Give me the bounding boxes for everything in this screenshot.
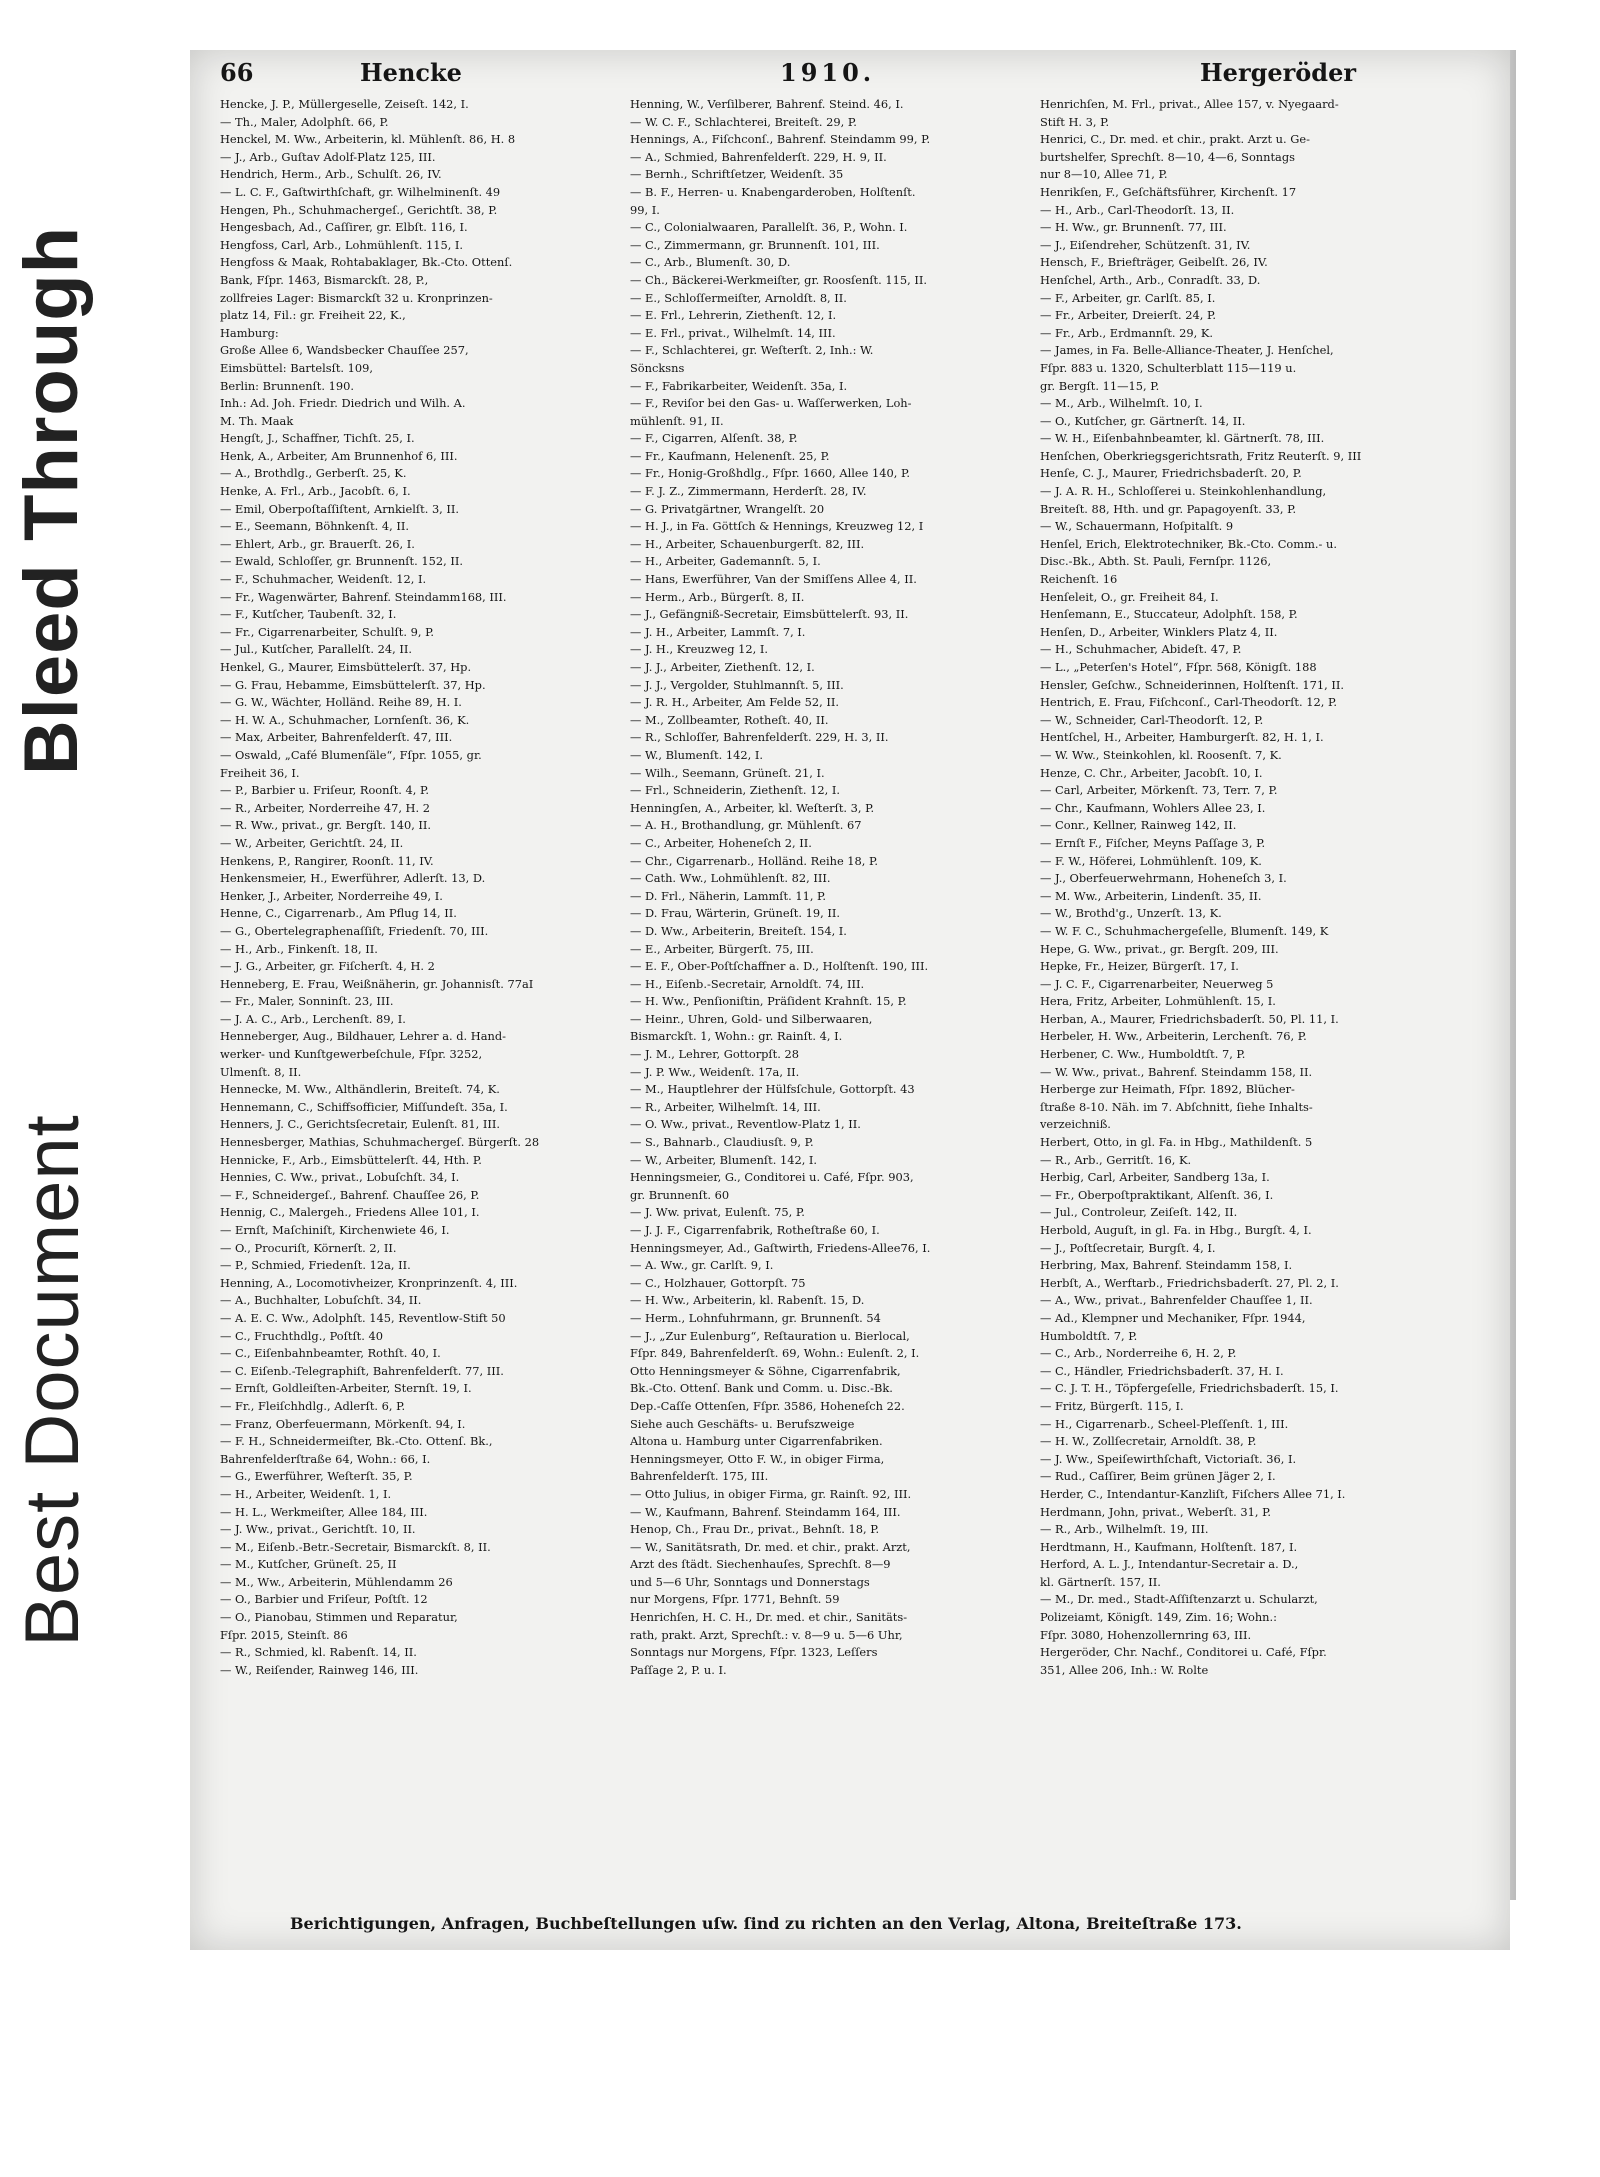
directory-entry-line: Henk, A., Arbeiter, Am Brunnenhof 6, III. [220, 448, 458, 463]
directory-entry-line: — J., Oberfeuerwehrmann, Hoheneſch 3, I. [1040, 871, 1287, 886]
directory-entry-line: Henſchel, Arth., Arb., Conradſt. 33, D. [1040, 272, 1261, 287]
directory-entry-line: Fſpr. 3080, Hohenzollernring 63, III. [1040, 1627, 1252, 1642]
directory-entry-line: — C., Arb., Norderreihe 6, H. 2, P. [1040, 1346, 1237, 1361]
directory-entry-line: — Wilh., Seemann, Grüneſt. 21, I. [630, 765, 825, 780]
directory-entry-line: — J. H., Arbeiter, Lammſt. 7, I. [630, 624, 806, 639]
directory-entry-line: — J. J., Vergolder, Stuhlmannſt. 5, III. [630, 677, 844, 692]
directory-entry-line: — G., Obertelegraphenaſſiſt, Friedenſt. 70, III. [220, 923, 489, 938]
directory-entry-line: Herbig, Carl, Arbeiter, Sandberg 13a, I. [1040, 1170, 1270, 1185]
directory-entry-line: — Ehlert, Arb., gr. Brauerſt. 26, I. [220, 536, 415, 551]
directory-entry-line: Breiteſt. 88, Hth. und gr. Papagoyenſt. 33, P. [1040, 501, 1297, 516]
directory-entry-line: — A. E. C. Ww., Adolphſt. 145, Reventlow-Stift 50 [220, 1310, 506, 1325]
directory-entry-line: Herbert, Otto, in gl. Fa. in Hbg., Mathildenſt. 5 [1040, 1135, 1313, 1150]
directory-entry-line: — W., Sanitätsrath, Dr. med. et chir., prakt. Arzt, [630, 1539, 911, 1554]
directory-entry-line: — W. Ww., Steinkohlen, kl. Roosenſt. 7, K. [1040, 747, 1282, 762]
directory-entry-line: — Ernſt, Goldleiſten-Arbeiter, Sternſt. 19, I. [220, 1381, 472, 1396]
directory-entry-line: Freiheit 36, I. [220, 765, 300, 780]
directory-entry-line: gr. Bergſt. 11—15, P. [1040, 378, 1160, 393]
header-right-keyword: Hergeröder [1200, 58, 1356, 87]
directory-entry-line: — J. M., Lehrer, Gottorpſt. 28 [630, 1047, 799, 1062]
directory-entry-line: Hepke, Fr., Heizer, Bürgerſt. 17, I. [1040, 959, 1239, 974]
directory-entry-line: — H. Ww., Penſioniſtin, Präſident Krahnſt. 15, P. [630, 994, 907, 1009]
directory-entry-line: Henningsmeyer, Ad., Gaſtwirth, Friedens-Allee76, I. [630, 1240, 931, 1255]
directory-entry-line: Herbſt, A., Werftarb., Friedrichsbaderſt. 27, Pl. 2, I. [1040, 1275, 1339, 1290]
directory-entry-line: Hengfoss, Carl, Arb., Lohmühlenſt. 115, I. [220, 237, 464, 252]
directory-entry-line: Bank, Fſpr. 1463, Bismarckſt. 28, P., [220, 272, 429, 287]
directory-entry-line: — W. C. F., Schlachterei, Breiteſt. 29, P. [630, 114, 857, 129]
directory-entry-line: Hennecke, M. Ww., Althändlerin, Breiteſt. 74, K. [220, 1082, 500, 1097]
directory-entry-line: — J., Poſtſecretair, Burgſt. 4, I. [1040, 1240, 1216, 1255]
directory-entry-line: Henners, J. C., Gerichtsſecretair, Eulenſt. 81, III. [220, 1117, 501, 1132]
directory-entry-line: — G. Frau, Hebamme, Eimsbüttelerſt. 37, Hp. [220, 677, 486, 692]
directory-entry-line: — James, in Fa. Belle-Alliance-Theater, J. Henſchel, [1040, 343, 1334, 358]
directory-entry-line: — Franz, Oberfeuermann, Mörkenſt. 94, I. [220, 1416, 466, 1431]
directory-entry-line: — H., Schuhmacher, Abideſt. 47, P. [1040, 642, 1242, 657]
directory-entry-line: ſtraße 8-10. Näh. im 7. Abſchnitt, ſiehe Inhalts- [1040, 1099, 1313, 1114]
directory-entry-line: 99, I. [630, 202, 660, 217]
directory-entry-line: Henningſen, A., Arbeiter, kl. Weſterſt. 3, P. [630, 800, 875, 815]
directory-entry-line: Henkensmeier, H., Ewerführer, Adlerſt. 13, D. [220, 871, 486, 886]
directory-entry-line: — M., Arb., Wilhelmſt. 10, I. [1040, 396, 1203, 411]
directory-entry-line: Bahrenfelderſtraße 64, Wohn.: 66, I. [220, 1451, 431, 1466]
directory-entry-line: Henrichſen, H. C. H., Dr. med. et chir., Sanitäts- [630, 1610, 908, 1625]
directory-entry-line: Henningsmeyer, Otto F. W., in obiger Firma, [630, 1451, 885, 1466]
directory-entry-line: — H., Arbeiter, Gademannſt. 5, I. [630, 554, 821, 569]
left-margin-strip [0, 0, 112, 2177]
directory-entry-line: — H. Ww., gr. Brunnenſt. 77, III. [1040, 220, 1227, 235]
directory-entry-line: — F., Cigarren, Alſenſt. 38, P. [630, 431, 798, 446]
directory-entry-line: — Herm., Lohnfuhrmann, gr. Brunnenſt. 54 [630, 1310, 881, 1325]
directory-entry-line: — F. W., Höferei, Lohmühlenſt. 109, K. [1040, 853, 1262, 868]
directory-entry-line: — O., Kutſcher, gr. Gärtnerſt. 14, II. [1040, 413, 1246, 428]
directory-entry-line: — Hans, Ewerführer, Van der Smiſſens Allee 4, II. [630, 572, 917, 587]
directory-entry-line: Hensler, Geſchw., Schneiderinnen, Holſtenſt. 171, II. [1040, 677, 1344, 692]
directory-entry-line: Paſſage 2, P. u. I. [630, 1662, 727, 1677]
directory-entry-line: und 5—6 Uhr, Sonntags und Donnerstags [630, 1574, 870, 1589]
directory-column-left [220, 96, 618, 1679]
page-header [220, 58, 1410, 100]
directory-entry-line: Hensch, F., Briefträger, Geibelſt. 26, IV. [1040, 255, 1268, 270]
directory-entry-line: — M. Ww., Arbeiterin, Lindenſt. 35, II. [1040, 888, 1262, 903]
directory-entry-line: — R., Arbeiter, Norderreihe 47, H. 2 [220, 800, 430, 815]
directory-entry-line: — H., Arbeiter, Schauenburgerſt. 82, III. [630, 536, 865, 551]
directory-entry-line: — J. J., Arbeiter, Ziethenſt. 12, I. [630, 660, 815, 674]
directory-entry-line: — C., Zimmermann, gr. Brunnenſt. 101, III. [630, 237, 880, 252]
directory-entry-line: — C., Colonialwaaren, Parallelſt. 36, P., Wohn. I. [630, 220, 908, 235]
directory-entry-line: Altona u. Hamburg unter Cigarrenfabriken. [630, 1434, 883, 1449]
directory-entry-line: — E., Arbeiter, Bürgerſt. 75, III. [630, 941, 814, 956]
directory-entry-line: Ulmenſt. 8, II. [220, 1064, 302, 1079]
directory-entry-line: mühlenſt. 91, II. [630, 413, 724, 428]
directory-entry-line: Hengesbach, Ad., Caſſirer, gr. Elbſt. 116, I. [220, 220, 468, 235]
directory-entry-line: — Emil, Oberpoſtaſſiſtent, Arnkielſt. 3, II. [220, 501, 460, 516]
directory-entry-line: Hencke, J. P., Müllergeselle, Zeiseſt. 142, I. [220, 97, 469, 111]
directory-entry-line: — L., „Peterſen's Hotel“, Fſpr. 568, Königſt. 188 [1040, 660, 1317, 674]
directory-entry-line: — S., Bahnarb., Claudiusſt. 9, P. [630, 1135, 814, 1150]
directory-entry-line: burtshelfer, Sprechſt. 8—10, 4—6, Sonntags [1040, 149, 1295, 164]
directory-entry-line: Hengen, Ph., Schuhmachergeſ., Gerichtſt. 38, P. [220, 202, 498, 217]
directory-entry-line: — G. W., Wächter, Holländ. Reihe 89, H. I. [220, 695, 462, 710]
directory-entry-line: — Th., Maler, Adolphſt. 66, P. [220, 114, 389, 129]
directory-entry-line: Hennicke, F., Arb., Eimsbüttelerſt. 44, Hth. P. [220, 1152, 482, 1167]
directory-entry-line: — Heinr., Uhren, Gold- und Silberwaaren, [630, 1011, 873, 1026]
directory-entry-line: Henſeleit, O., gr. Freiheit 84, I. [1040, 589, 1219, 604]
directory-entry-line: Reichenſt. 16 [1040, 572, 1118, 587]
directory-entry-line: Hentſchel, H., Arbeiter, Hamburgerſt. 82, H. 1, I. [1040, 730, 1324, 745]
directory-entry-line: Hengfoss & Maak, Rohtabaklager, Bk.-Cto. Ottenſ. [220, 255, 513, 270]
directory-entry-line: — Oswald, „Café Blumenſäle“, Fſpr. 1055, gr. [220, 747, 482, 762]
directory-entry-line: — F. J. Z., Zimmermann, Herderſt. 28, IV. [630, 484, 867, 499]
directory-entry-line: — Jul., Controleur, Zeiſeſt. 142, II. [1040, 1205, 1238, 1220]
directory-entry-line: Henke, A. Frl., Arb., Jacobſt. 6, I. [220, 484, 411, 499]
directory-entry-line: — H. W. A., Schuhmacher, Lornſenſt. 36, K. [220, 712, 470, 727]
directory-entry-line: — Frl., Schneiderin, Ziethenſt. 12, I. [630, 783, 840, 798]
directory-entry-line: — M., Hauptlehrer der Hülfsſchule, Gottorpſt. 43 [630, 1082, 915, 1097]
directory-entry-line: — F., Fabrikarbeiter, Weidenſt. 35a, I. [630, 378, 848, 393]
directory-entry-line: — B. F., Herren- u. Knabengarderoben, Holſtenſt. [630, 184, 916, 199]
directory-entry-line: — J., Gefängniß-Secretair, Eimsbüttelerſt. 93, II. [630, 607, 909, 622]
directory-entry-line: — P., Schmied, Friedenſt. 12a, II. [220, 1258, 411, 1273]
directory-entry-line: Humboldtſt. 7, P. [1040, 1328, 1138, 1343]
directory-entry-line: — F., Arbeiter, gr. Carlſt. 85, I. [1040, 290, 1216, 305]
directory-entry-line: — A. H., Brothandlung, gr. Mühlenſt. 67 [630, 818, 862, 833]
directory-entry-line: — G. Privatgärtner, Wrangelſt. 20 [630, 501, 825, 516]
directory-entry-line: — Fr., Kaufmann, Helenenſt. 25, P. [630, 448, 830, 463]
directory-entry-line: — Fr., Oberpoſtpraktikant, Alſenſt. 36, I. [1040, 1187, 1274, 1202]
directory-entry-line: Hendrich, Herm., Arb., Schulſt. 26, IV. [220, 167, 442, 182]
directory-entry-line: — E., Seemann, Böhnkenſt. 4, II. [220, 519, 410, 534]
directory-entry-line: Bahrenfelderſt. 175, III. [630, 1469, 769, 1484]
directory-entry-line: — W., Brothd'g., Unzerſt. 13, K. [1040, 906, 1222, 921]
directory-entry-line: — L. C. F., Gaſtwirthſchaft, gr. Wilhelminenſt. 49 [220, 184, 501, 199]
directory-entry-line: — J., „Zur Eulenburg“, Reſtauration u. Bierlocal, [630, 1328, 910, 1343]
directory-entry-line: — E., Schloſſermeiſter, Arnoldſt. 8, II. [630, 290, 847, 305]
directory-entry-line: — A., Schmied, Bahrenfelderſt. 229, H. 9, II. [630, 149, 887, 164]
directory-entry-line: platz 14, Fil.: gr. Freiheit 22, K., [220, 308, 406, 323]
directory-entry-line: — Ernſt F., Fiſcher, Meyns Paſſage 3, P. [1040, 835, 1266, 850]
directory-entry-line: Henop, Ch., Frau Dr., privat., Behnſt. 18, P. [630, 1522, 880, 1537]
directory-entry-line: — Fr., Arbeiter, Dreierſt. 24, P. [1040, 308, 1216, 323]
directory-entry-line: — W. F. C., Schuhmachergeſelle, Blumenſt. 149, K [1040, 923, 1329, 938]
directory-entry-line: gr. Brunnenſt. 60 [630, 1187, 730, 1202]
directory-entry-line: — Carl, Arbeiter, Mörkenſt. 73, Terr. 7, P. [1040, 783, 1278, 798]
directory-entry-line: — E. Frl., privat., Wilhelmſt. 14, III. [630, 325, 836, 340]
directory-entry-line: Henkens, P., Rangirer, Roonſt. 11, IV. [220, 853, 434, 868]
directory-entry-line: 351, Allee 206, Inh.: W. Rolte [1040, 1662, 1209, 1677]
header-left-keyword: Hencke [360, 58, 462, 87]
directory-entry-line: — J. J. F., Cigarrenfabrik, Rotheſtraße 60, I. [630, 1223, 880, 1237]
directory-entry-line: — W., Schauermann, Hoſpitalſt. 9 [1040, 519, 1234, 534]
directory-entry-line: — W. H., Eiſenbahnbeamter, kl. Gärtnerſt. 78, III. [1040, 431, 1325, 446]
directory-entry-line: Henker, J., Arbeiter, Norderreihe 49, I. [220, 888, 443, 903]
directory-entry-line: — C., Fruchthdlg., Poſtſt. 40 [220, 1328, 383, 1343]
directory-entry-line: — J. A. R. H., Schloſſerei u. Steinkohlenhandlung, [1040, 484, 1327, 499]
directory-entry-line: — P., Barbier u. Friſeur, Roonſt. 4, P. [220, 783, 429, 798]
directory-entry-line: — Fr., Wagenwärter, Bahrenf. Steindamm168, III. [220, 589, 507, 604]
directory-entry-line: — J., Eiſendreher, Schützenſt. 31, IV. [1040, 237, 1251, 252]
directory-entry-line: Arzt des ſtädt. Siechenhauſes, Sprechſt. 8—9 [630, 1557, 891, 1572]
directory-entry-line: — A., Brothdlg., Gerberſt. 25, K. [220, 466, 407, 481]
directory-entry-line: Herbold, Auguſt, in gl. Fa. in Hbg., Burgſt. 4, I. [1040, 1223, 1312, 1237]
directory-entry-line: — F., Kutſcher, Taubenſt. 32, I. [220, 607, 397, 622]
side-label-top: Bleed Through [9, 225, 95, 775]
directory-entry-line: — J. R. H., Arbeiter, Am Felde 52, II. [630, 695, 839, 710]
directory-entry-line: Henning, A., Locomotivheizer, Kronprinzenſt. 4, III. [220, 1275, 518, 1290]
directory-column-middle [630, 96, 1028, 1679]
directory-entry-line: Herban, A., Maurer, Friedrichsbaderſt. 50, Pl. 11, I. [1040, 1011, 1339, 1026]
directory-entry-line: Hentrich, E. Frau, Fiſchconſ., Carl-Theodorſt. 12, P. [1040, 695, 1337, 710]
directory-entry-line: — C., Arbeiter, Hoheneſch 2, II. [630, 835, 812, 850]
directory-entry-line: — F., Schuhmacher, Weidenſt. 12, I. [220, 572, 427, 587]
directory-column-right [1040, 96, 1438, 1679]
directory-entry-line: — J. Ww., Speiſewirthſchaft, Victoriaſt. 36, I. [1040, 1451, 1297, 1466]
directory-entry-line: — W., Kaufmann, Bahrenf. Steindamm 164, III. [630, 1504, 901, 1519]
directory-entry-line: — Conr., Kellner, Rainweg 142, II. [1040, 818, 1237, 833]
directory-entry-line: — C., Holzhauer, Gottorpſt. 75 [630, 1275, 806, 1290]
directory-entry-line: — Ewald, Schloſſer, gr. Brunnenſt. 152, II. [220, 554, 463, 569]
directory-entry-line: Henſchen, Oberkriegsgerichtsrath, Fritz Reuterſt. 9, III [1040, 448, 1362, 463]
directory-entry-line: Herbener, C. Ww., Humboldtſt. 7, P. [1040, 1047, 1246, 1062]
directory-entry-line: — Bernh., Schriftſetzer, Weidenſt. 35 [630, 167, 844, 182]
directory-entry-line: — O. Ww., privat., Reventlow-Platz 1, II. [630, 1117, 861, 1132]
directory-entry-line: — H., Cigarrenarb., Scheel-Pleſſenſt. 1, III. [1040, 1416, 1289, 1431]
directory-entry-line: Henſen, D., Arbeiter, Winklers Platz 4, II. [1040, 624, 1278, 639]
directory-entry-line: — E. F., Ober-Poſtſchaffner a. D., Holſtenſt. 190, III. [630, 959, 929, 974]
directory-entry-line: Henrici, C., Dr. med. et chir., prakt. Arzt u. Ge- [1040, 132, 1310, 147]
directory-entry-line: — W., Schneider, Carl-Theodorſt. 12, P. [1040, 712, 1264, 727]
directory-entry-line: Bismarckſt. 1, Wohn.: gr. Rainſt. 4, I. [630, 1029, 843, 1044]
directory-entry-line: — D. Frau, Wärterin, Grüneſt. 19, II. [630, 906, 840, 921]
directory-entry-line: — H., Arb., Carl-Theodorſt. 13, II. [1040, 202, 1235, 217]
directory-entry-line: — R., Schloſſer, Bahrenfelderſt. 229, H. 3, II. [630, 730, 889, 745]
directory-entry-line: Berlin: Brunnenſt. 190. [220, 378, 354, 393]
directory-entry-line: Fſpr. 883 u. 1320, Schulterblatt 115—119 u. [1040, 360, 1297, 375]
directory-entry-line: Henrikſen, F., Geſchäftsführer, Kirchenſt. 17 [1040, 184, 1297, 199]
directory-entry-line: — R., Schmied, kl. Rabenſt. 14, II. [220, 1645, 417, 1660]
directory-entry-line: — D. Ww., Arbeiterin, Breiteſt. 154, I. [630, 923, 847, 938]
directory-entry-line: — Max, Arbeiter, Bahrenfelderſt. 47, III. [220, 730, 453, 745]
directory-entry-line: Otto Henningsmeyer & Söhne, Cigarrenfabrik, [630, 1363, 901, 1378]
directory-entry-line: — H. W., Zollſecretair, Arnoldſt. 38, P. [1040, 1434, 1257, 1449]
directory-entry-line: — R. Ww., privat., gr. Bergſt. 140, II. [220, 818, 432, 833]
directory-entry-line: Herberge zur Heimath, Fſpr. 1892, Blücher- [1040, 1082, 1295, 1097]
directory-entry-line: Hennings, A., Fiſchconſ., Bahrenf. Steindamm 99, P. [630, 132, 931, 147]
directory-entry-line: Hengſt, J., Schaffner, Tichſt. 25, I. [220, 431, 415, 446]
directory-entry-line: — Fr., Fleiſchhdlg., Adlerſt. 6, P. [220, 1398, 406, 1413]
directory-entry-line: Söncksns [630, 360, 685, 375]
directory-entry-line: Henningsmeier, G., Conditorei u. Café, Fſpr. 903, [630, 1170, 914, 1185]
directory-entry-line: — Rud., Caſſirer, Beim grünen Jäger 2, I. [1040, 1469, 1276, 1484]
directory-entry-line: Inh.: Ad. Joh. Friedr. Diedrich und Wilh. A. [220, 396, 466, 411]
directory-entry-line: — M., Kutſcher, Grüneſt. 25, II [220, 1557, 397, 1572]
directory-entry-line: Henne, C., Cigarrenarb., Am Pflug 14, II. [220, 906, 457, 921]
directory-entry-line: — A., Buchhalter, Lobuſchſt. 34, II. [220, 1293, 422, 1308]
directory-entry-line: M. Th. Maak [220, 413, 294, 428]
directory-entry-line: Fſpr. 2015, Steinſt. 86 [220, 1627, 348, 1642]
directory-entry-line: — J. C. F., Cigarrenarbeiter, Neuerweg 5 [1040, 976, 1274, 991]
directory-entry-line: Henrichſen, M. Frl., privat., Allee 157, v. Nyegaard- [1040, 97, 1339, 111]
directory-entry-line: — C., Eiſenbahnbeamter, Rothſt. 40, I. [220, 1346, 441, 1361]
directory-entry-line: rath, prakt. Arzt, Sprechſt.: v. 8—9 u. 5—6 Uhr, [630, 1627, 903, 1642]
directory-entry-line: — W., Arbeiter, Blumenſt. 142, I. [630, 1152, 818, 1167]
directory-entry-line: — J., Arb., Guſtav Adolf-Platz 125, III. [220, 149, 436, 164]
directory-entry-line: — Fr., Honig-Großhdlg., Fſpr. 1660, Allee 140, P. [630, 466, 910, 481]
directory-entry-line: — H., Arbeiter, Weidenſt. 1, I. [220, 1486, 392, 1501]
directory-entry-line: Siehe auch Geschäfts- u. Berufszweige [630, 1416, 855, 1431]
directory-entry-line: — Chr., Kaufmann, Wohlers Allee 23, I. [1040, 800, 1266, 815]
directory-entry-line: — C. J. T. H., Töpfergeſelle, Friedrichsbaderſt. 15, I. [1040, 1381, 1339, 1396]
directory-entry-line: — H. L., Werkmeiſter, Allee 184, III. [220, 1504, 428, 1519]
directory-entry-line: Hennemann, C., Schiffsofficier, Miſſundeſt. 35a, I. [220, 1099, 508, 1114]
directory-entry-line: — G., Ewerführer, Weſterſt. 35, P. [220, 1469, 413, 1484]
directory-entry-line: Eimsbüttel: Bartelsſt. 109, [220, 360, 374, 375]
directory-entry-line: — C., Händler, Friedrichsbaderſt. 37, H. I. [1040, 1363, 1284, 1378]
directory-entry-line: verzeichniß. [1040, 1117, 1111, 1132]
directory-entry-line: — H., Eiſenb.-Secretair, Arnoldſt. 74, III. [630, 976, 865, 991]
directory-entry-line: — O., Procuriſt, Körnerſt. 2, II. [220, 1240, 397, 1255]
directory-entry-line: Disc.-Bk., Abth. St. Pauli, Fernſpr. 1126, [1040, 554, 1272, 569]
directory-entry-line: — Jul., Kutſcher, Parallelſt. 24, II. [220, 642, 412, 657]
directory-entry-line: Henneberg, E. Frau, Weißnäherin, gr. Johannisſt. 77aI [220, 976, 534, 991]
directory-entry-line: — Fr., Arb., Erdmannſt. 29, K. [1040, 325, 1214, 340]
directory-entry-line: Henſe, C. J., Maurer, Friedrichsbaderſt. 20, P. [1040, 466, 1302, 481]
directory-entry-line: Henkel, G., Maurer, Eimsbüttelerſt. 37, Hp. [220, 660, 472, 674]
directory-entry-line: Dep.-Caſſe Ottenſen, Fſpr. 3586, Hoheneſch 22. [630, 1398, 905, 1413]
directory-entry-line: Große Allee 6, Wandsbecker Chauſſee 257, [220, 343, 469, 358]
directory-entry-line: — R., Arbeiter, Wilhelmſt. 14, III. [630, 1099, 821, 1114]
header-year: 1910. [780, 58, 876, 87]
directory-entry-line: — H. J., in Fa. Göttſch & Hennings, Kreuzweg 12, I [630, 519, 924, 534]
directory-entry-line: — M., Eiſenb.-Betr.-Secretair, Bismarckſt. 8, II. [220, 1539, 491, 1554]
directory-entry-line: — R., Arb., Wilhelmſt. 19, III. [1040, 1522, 1209, 1537]
directory-entry-line: — A. Ww., gr. Carlſt. 9, I. [630, 1258, 774, 1273]
directory-entry-line: — R., Arb., Gerritſt. 16, K. [1040, 1152, 1192, 1167]
directory-entry-line: Hamburg: [220, 325, 279, 340]
directory-entry-line: Henſemann, E., Stuccateur, Adolphſt. 158, P. [1040, 607, 1298, 622]
directory-entry-line: — O., Barbier und Friſeur, Poſtſt. 12 [220, 1592, 428, 1607]
directory-entry-line: — A., Ww., privat., Bahrenfelder Chauſſee 1, II. [1040, 1293, 1313, 1308]
directory-entry-line: kl. Gärtnerſt. 157, II. [1040, 1574, 1161, 1589]
directory-entry-line: — J. Ww., privat., Gerichtſt. 10, II. [220, 1522, 416, 1537]
directory-entry-line: Henckel, M. Ww., Arbeiterin, kl. Mühlenſt. 86, H. 8 [220, 132, 516, 147]
directory-entry-line: Polizeiamt, Königſt. 149, Zim. 16; Wohn.: [1040, 1610, 1277, 1625]
directory-entry-line: werker- und Kunſtgewerbeſchule, Fſpr. 3252, [220, 1047, 483, 1062]
directory-entry-line: — Otto Julius, in obiger Firma, gr. Rainſt. 92, III. [630, 1486, 912, 1501]
directory-entry-line: — J. A. C., Arb., Lerchenſt. 89, I. [220, 1011, 406, 1026]
side-label-middle: Best Document [9, 1113, 95, 1647]
directory-entry-line: — W., Blumenſt. 142, I. [630, 747, 763, 762]
directory-entry-line: — Herm., Arb., Bürgerſt. 8, II. [630, 589, 805, 604]
directory-entry-line: Herdmann, John, privat., Weberſt. 31, P. [1040, 1504, 1272, 1519]
directory-entry-line: Bk.-Cto. Ottenſ. Bank und Comm. u. Disc.-Bk. [630, 1381, 893, 1396]
directory-entry-line: Hennesberger, Mathias, Schuhmachergeſ. Bürgerſt. 28 [220, 1135, 540, 1150]
directory-entry-line: Hennig, C., Malergeh., Friedens Allee 101, I. [220, 1205, 480, 1220]
directory-entry-line: — W. Ww., privat., Bahrenf. Steindamm 158, II. [1040, 1064, 1313, 1079]
directory-entry-line: Henſel, Erich, Elektrotechniker, Bk.-Cto. Comm.- u. [1040, 536, 1337, 551]
directory-entry-line: — Ernſt, Maſchiniſt, Kirchenwiete 46, I. [220, 1223, 450, 1237]
directory-entry-line: — J. G., Arbeiter, gr. Fiſcherſt. 4, H. 2 [220, 959, 435, 974]
directory-entry-line: Henneberger, Aug., Bildhauer, Lehrer a. d. Hand- [220, 1029, 506, 1044]
directory-entry-line: — E. Frl., Lehrerin, Ziethenſt. 12, I. [630, 308, 837, 323]
directory-entry-line: — Fr., Cigarrenarbeiter, Schulſt. 9, P. [220, 624, 435, 639]
directory-entry-line: Herbeler, H. Ww., Arbeiterin, Lerchenſt. 76, P. [1040, 1029, 1307, 1044]
directory-entry-line: — F., Reviſor bei den Gas- u. Waſſerwerken, Loh- [630, 396, 912, 411]
page-number: 66 [220, 58, 254, 87]
directory-entry-line: Hepe, G. Ww., privat., gr. Bergſt. 209, III. [1040, 941, 1279, 956]
directory-entry-line: — Chr., Cigarrenarb., Holländ. Reihe 18, P. [630, 853, 879, 868]
directory-entry-line: Henze, C. Chr., Arbeiter, Jacobſt. 10, I. [1040, 765, 1263, 780]
directory-entry-line: Herford, A. L. J., Intendantur-Secretair a. D., [1040, 1557, 1299, 1572]
directory-entry-line: nur 8—10, Allee 71, P. [1040, 167, 1168, 182]
directory-entry-line: Herder, C., Intendantur-Kanzliſt, Fiſchers Allee 71, I. [1040, 1486, 1346, 1501]
directory-entry-line: — J. P. Ww., Weidenſt. 17a, II. [630, 1064, 800, 1079]
directory-entry-line: — D. Frl., Näherin, Lammſt. 11, P. [630, 888, 827, 903]
directory-entry-line: — H. Ww., Arbeiterin, kl. Rabenſt. 15, D. [630, 1293, 865, 1308]
directory-entry-line: nur Morgens, Fſpr. 1771, Behnſt. 59 [630, 1592, 840, 1607]
directory-entry-line: Fſpr. 849, Bahrenfelderſt. 69, Wohn.: Eulenſt. 2, I. [630, 1346, 920, 1361]
directory-entry-line: — C., Arb., Blumenſt. 30, D. [630, 255, 791, 270]
directory-entry-line: — F. H., Schneidermeiſter, Bk.-Cto. Ottenſ. Bk., [220, 1434, 493, 1449]
directory-entry-line: Hergeröder, Chr. Nachf., Conditorei u. Café, Fſpr. [1040, 1645, 1327, 1660]
directory-entry-line: Hennies, C. Ww., privat., Lobuſchſt. 34, I. [220, 1170, 460, 1185]
directory-entry-line: — Cath. Ww., Lohmühlenſt. 82, III. [630, 871, 831, 886]
directory-entry-line: Henning, W., Verſilberer, Bahrenf. Steind. 46, I. [630, 97, 904, 111]
directory-entry-line: — F., Schlachterei, gr. Weſterſt. 2, Inh.: W. [630, 343, 874, 358]
directory-entry-line: — W., Arbeiter, Gerichtſt. 24, II. [220, 835, 404, 850]
directory-entry-line: — C. Eiſenb.-Telegraphiſt, Bahrenfelderſt. 77, III. [220, 1363, 504, 1378]
directory-entry-line: — M., Zollbeamter, Rotheſt. 40, II. [630, 712, 829, 727]
directory-entry-line: — M., Dr. med., Stadt-Aſſiſtenzarzt u. Schularzt, [1040, 1592, 1318, 1607]
directory-entry-line: — Ch., Bäckerei-Werkmeiſter, gr. Roosſenſt. 115, II. [630, 272, 927, 287]
directory-entry-line: — H., Arb., Finkenſt. 18, II. [220, 941, 378, 956]
directory-entry-line: — Fr., Maler, Sonninſt. 23, III. [220, 994, 394, 1009]
directory-entry-line: Stift H. 3, P. [1040, 114, 1110, 129]
directory-entry-line: — O., Pianobau, Stimmen und Reparatur, [220, 1610, 458, 1625]
directory-entry-line: — J. Ww. privat, Eulenſt. 75, P. [630, 1205, 805, 1220]
directory-entry-line: — M., Ww., Arbeiterin, Mühlendamm 26 [220, 1574, 453, 1589]
directory-entry-line: Herbring, Max, Bahrenf. Steindamm 158, I. [1040, 1258, 1293, 1273]
directory-entry-line: Hera, Fritz, Arbeiter, Lohmühlenſt. 15, I. [1040, 994, 1276, 1009]
directory-entry-line: Herdtmann, H., Kaufmann, Holſtenſt. 187, I. [1040, 1539, 1298, 1554]
directory-entry-line: zollfreies Lager: Bismarckſt 32 u. Kronprinzen- [220, 290, 493, 305]
directory-entry-line: — F., Schneidergeſ., Bahrenf. Chauſſee 26, P. [220, 1187, 480, 1202]
directory-entry-line: — J. H., Kreuzweg 12, I. [630, 642, 769, 657]
directory-entry-line: — Fritz, Bürgerſt. 115, I. [1040, 1398, 1184, 1413]
directory-entry-line: — W., Reiſender, Rainweg 146, III. [220, 1662, 419, 1677]
directory-entry-line: Sonntags nur Morgens, Fſpr. 1323, Leſſers [630, 1645, 878, 1660]
directory-entry-line: — Ad., Klempner und Mechaniker, Fſpr. 1944, [1040, 1310, 1306, 1325]
page-footer-notice: Berichtigungen, Anfragen, Buchbeſtellungen uſw. ſind zu richten an den Verlag, Altona, Breiteſtraße 173. [290, 1914, 1242, 1933]
directory-page [190, 50, 1510, 1950]
